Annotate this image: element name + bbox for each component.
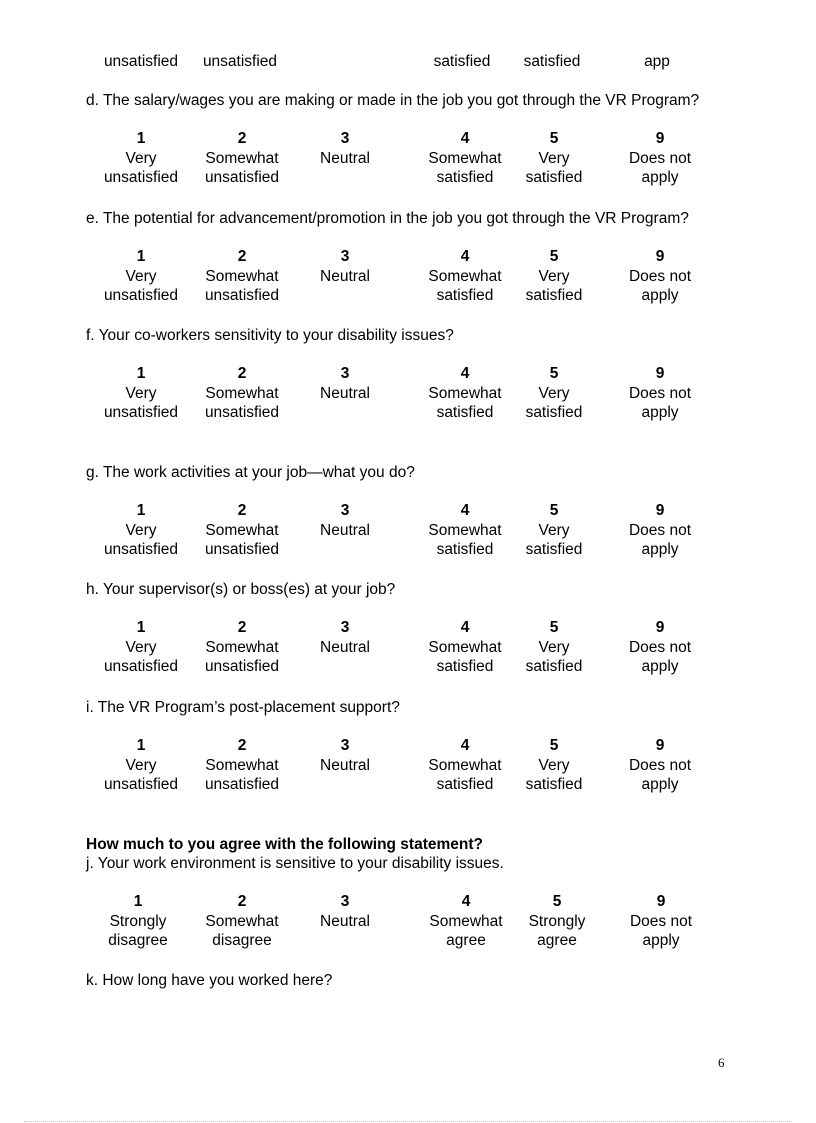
question-h-option-label: unsatisfied: [103, 658, 179, 675]
scale-label-fragment: satisfied: [523, 53, 581, 70]
question-e-option-3-number: 3: [340, 248, 350, 265]
question-h-option-9-number: 9: [655, 619, 665, 636]
question-i-text: i. The VR Program’s post-placement support?: [86, 699, 400, 716]
question-i-option-label: Very: [538, 756, 570, 774]
question-e-option-label: Somewhat: [428, 267, 502, 285]
question-e-option-label: Does not: [628, 267, 692, 285]
question-k-text: k. How long have you worked here?: [86, 972, 333, 989]
question-j-option-2-number: 2: [237, 893, 247, 910]
question-e-option-label: Very: [538, 267, 570, 285]
question-i-option-2-number: 2: [237, 737, 247, 754]
question-h-option-2-number: 2: [237, 619, 247, 636]
question-f-option-label: unsatisfied: [103, 404, 179, 421]
question-e-option-4-number: 4: [460, 248, 470, 265]
question-g-option-label: satisfied: [525, 541, 583, 558]
question-j-option-1-number: 1: [133, 893, 143, 910]
question-h-option-4-number: 4: [460, 619, 470, 636]
question-g-option-5-number: 5: [549, 502, 559, 519]
question-e-option-9-number: 9: [655, 248, 665, 265]
question-f-option-label: Somewhat: [428, 384, 502, 402]
question-e-option-label: Somewhat: [205, 267, 279, 285]
question-g-text: g. The work activities at your job—what you do?: [86, 464, 415, 481]
question-f-option-label: satisfied: [436, 404, 494, 421]
question-i-option-label: Neutral: [320, 756, 370, 774]
question-i-option-label: unsatisfied: [204, 776, 280, 793]
question-i-option-5-number: 5: [549, 737, 559, 754]
question-g-option-label: Somewhat: [205, 521, 279, 539]
question-h-option-label: apply: [641, 658, 679, 675]
question-d-option-label: unsatisfied: [204, 169, 280, 186]
section-heading: How much to you agree with the following statement?: [86, 836, 483, 853]
question-j-option-label: Does not: [629, 912, 693, 930]
question-d-option-label: Very: [538, 149, 570, 167]
question-d-option-1-number: 1: [136, 130, 146, 147]
question-j-option-5-number: 5: [552, 893, 562, 910]
question-e-option-label: Neutral: [320, 267, 370, 285]
question-j-option-label: Strongly: [528, 912, 586, 930]
question-d-option-label: apply: [641, 169, 679, 186]
question-d-option-label: Somewhat: [205, 149, 279, 167]
question-j-option-9-number: 9: [656, 893, 666, 910]
question-i-option-label: satisfied: [436, 776, 494, 793]
scale-label-fragment: satisfied: [433, 53, 491, 70]
question-i-option-1-number: 1: [136, 737, 146, 754]
question-e-option-label: apply: [641, 287, 679, 304]
question-g-option-label: unsatisfied: [204, 541, 280, 558]
question-g-option-label: unsatisfied: [103, 541, 179, 558]
question-i-option-9-number: 9: [655, 737, 665, 754]
question-g-option-label: Does not: [628, 521, 692, 539]
question-g-option-2-number: 2: [237, 502, 247, 519]
question-h-option-3-number: 3: [340, 619, 350, 636]
page-number: 6: [718, 1055, 725, 1070]
question-i-option-label: Somewhat: [428, 756, 502, 774]
question-h-text: h. Your supervisor(s) or boss(es) at your job?: [86, 581, 396, 598]
question-j-option-label: agree: [446, 932, 486, 949]
question-j-option-label: Strongly: [109, 912, 167, 930]
question-d-text: d. The salary/wages you are making or made in the job you got through the VR Program?: [86, 92, 700, 109]
question-f-option-label: Very: [125, 384, 157, 402]
scale-label-fragment: unsatisfied: [103, 53, 179, 70]
question-g-option-label: satisfied: [436, 541, 494, 558]
page-bottom-border: [24, 1121, 792, 1122]
question-i-option-4-number: 4: [460, 737, 470, 754]
question-e-option-label: unsatisfied: [204, 287, 280, 304]
question-h-option-label: satisfied: [436, 658, 494, 675]
question-f-option-1-number: 1: [136, 365, 146, 382]
question-g-option-9-number: 9: [655, 502, 665, 519]
question-d-option-label: Very: [125, 149, 157, 167]
question-g-option-label: Neutral: [320, 521, 370, 539]
question-g-option-label: Somewhat: [428, 521, 502, 539]
question-j-option-label: apply: [642, 932, 680, 949]
question-i-option-label: Does not: [628, 756, 692, 774]
question-i-option-label: Somewhat: [205, 756, 279, 774]
question-h-option-label: Does not: [628, 638, 692, 656]
question-j-option-label: Somewhat: [429, 912, 503, 930]
question-e-option-label: Very: [125, 267, 157, 285]
question-f-option-5-number: 5: [549, 365, 559, 382]
question-j-option-label: Somewhat: [205, 912, 279, 930]
question-e-option-label: satisfied: [436, 287, 494, 304]
question-j-text: j. Your work environment is sensitive to your disability issues.: [86, 855, 504, 872]
question-h-option-label: unsatisfied: [204, 658, 280, 675]
question-h-option-label: satisfied: [525, 658, 583, 675]
question-d-option-label: Neutral: [320, 149, 370, 167]
question-f-option-2-number: 2: [237, 365, 247, 382]
question-d-option-2-number: 2: [237, 130, 247, 147]
question-g-option-3-number: 3: [340, 502, 350, 519]
question-f-option-label: Does not: [628, 384, 692, 402]
question-h-option-1-number: 1: [136, 619, 146, 636]
scale-label-fragment: unsatisfied: [202, 53, 278, 70]
question-h-option-label: Neutral: [320, 638, 370, 656]
question-e-text: e. The potential for advancement/promotion in the job you got through the VR Program?: [86, 210, 689, 227]
question-d-option-3-number: 3: [340, 130, 350, 147]
question-j-option-3-number: 3: [340, 893, 350, 910]
question-f-option-label: Very: [538, 384, 570, 402]
question-g-option-label: Very: [125, 521, 157, 539]
question-h-option-5-number: 5: [549, 619, 559, 636]
question-g-option-1-number: 1: [136, 502, 146, 519]
question-e-option-label: satisfied: [525, 287, 583, 304]
question-h-option-label: Very: [538, 638, 570, 656]
question-i-option-label: Very: [125, 756, 157, 774]
question-j-option-label: agree: [537, 932, 577, 949]
question-f-option-label: Neutral: [320, 384, 370, 402]
question-d-option-label: satisfied: [436, 169, 494, 186]
question-h-option-label: Very: [125, 638, 157, 656]
question-e-option-label: unsatisfied: [103, 287, 179, 304]
question-f-option-9-number: 9: [655, 365, 665, 382]
question-e-option-2-number: 2: [237, 248, 247, 265]
question-i-option-label: satisfied: [525, 776, 583, 793]
question-g-option-4-number: 4: [460, 502, 470, 519]
question-j-option-label: disagree: [108, 932, 168, 949]
question-i-option-label: apply: [641, 776, 679, 793]
question-e-option-1-number: 1: [136, 248, 146, 265]
question-d-option-4-number: 4: [460, 130, 470, 147]
question-d-option-label: satisfied: [525, 169, 583, 186]
question-j-option-label: Neutral: [320, 912, 370, 930]
question-e-option-5-number: 5: [549, 248, 559, 265]
question-f-option-3-number: 3: [340, 365, 350, 382]
question-f-option-4-number: 4: [460, 365, 470, 382]
question-g-option-label: Very: [538, 521, 570, 539]
question-d-option-label: Somewhat: [428, 149, 502, 167]
question-f-option-label: satisfied: [525, 404, 583, 421]
question-i-option-3-number: 3: [340, 737, 350, 754]
question-d-option-label: unsatisfied: [103, 169, 179, 186]
question-j-option-label: disagree: [212, 932, 272, 949]
question-f-option-label: apply: [641, 404, 679, 421]
question-h-option-label: Somewhat: [205, 638, 279, 656]
question-d-option-label: Does not: [628, 149, 692, 167]
question-d-option-9-number: 9: [655, 130, 665, 147]
question-h-option-label: Somewhat: [428, 638, 502, 656]
question-f-option-label: unsatisfied: [204, 404, 280, 421]
scale-label-fragment: app: [644, 53, 670, 70]
question-f-option-label: Somewhat: [205, 384, 279, 402]
question-g-option-label: apply: [641, 541, 679, 558]
question-j-option-4-number: 4: [461, 893, 471, 910]
question-f-text: f. Your co-workers sensitivity to your disability issues?: [86, 327, 454, 344]
question-i-option-label: unsatisfied: [103, 776, 179, 793]
question-d-option-5-number: 5: [549, 130, 559, 147]
